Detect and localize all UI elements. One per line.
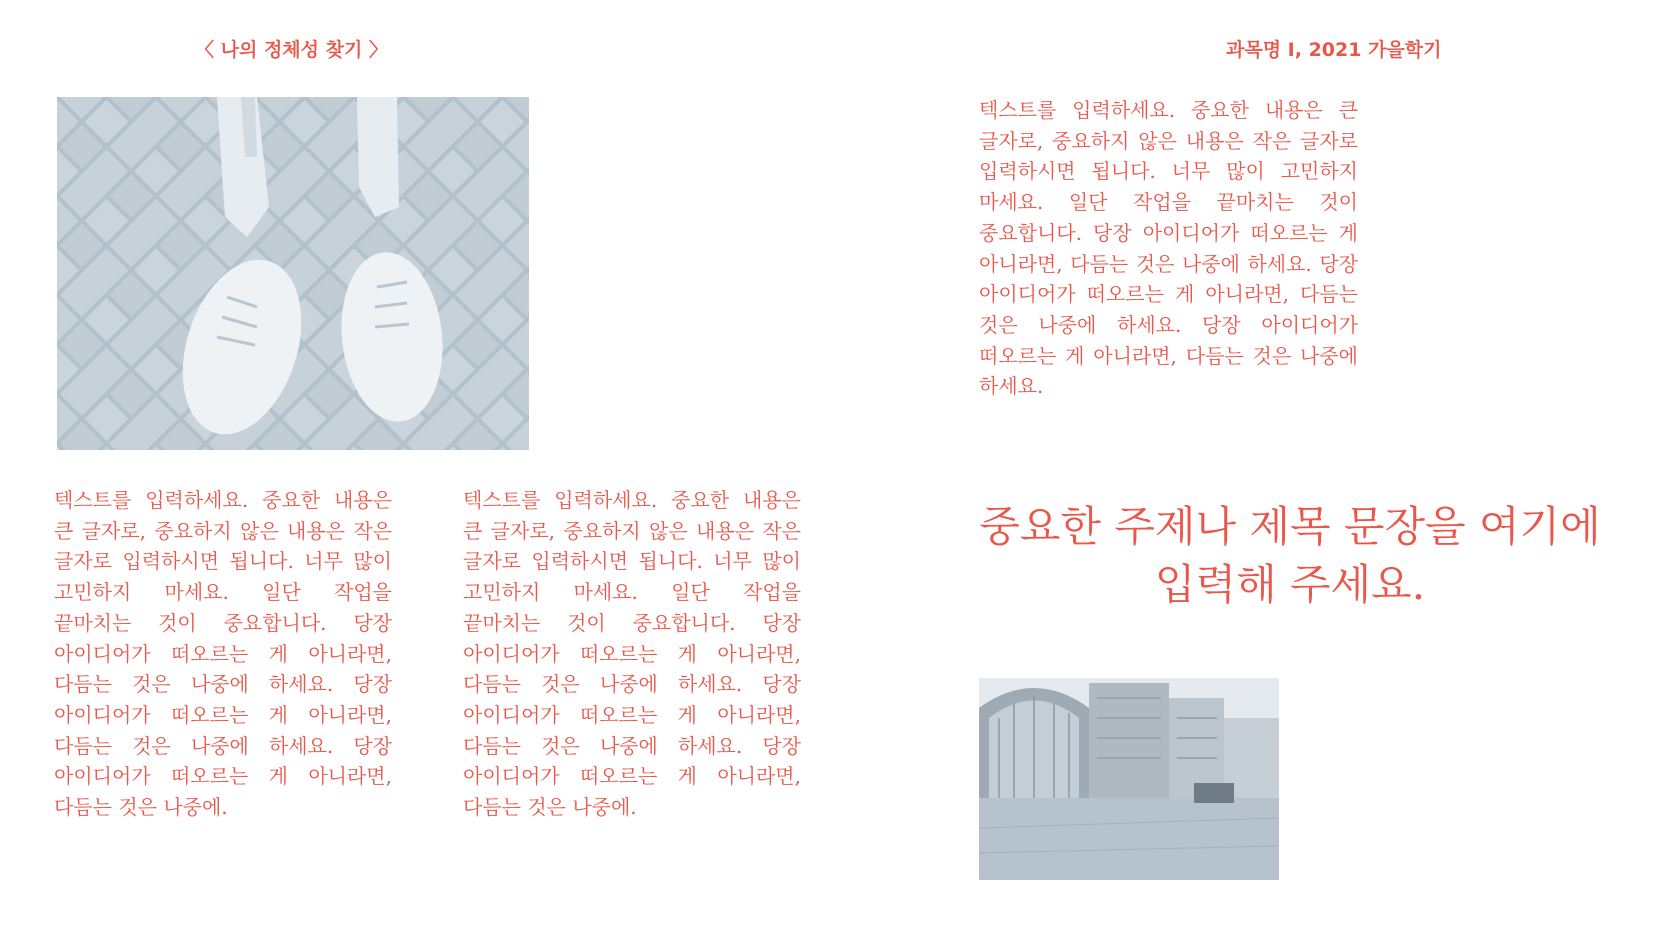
- text-column-middle: 텍스트를 입력하세요. 중요한 내용은 큰 글자로, 중요하지 않은 내용은 작은 글자로 입력하시면 됩니다. 너무 많이 고민하지 마세요. 일단 작업을 끝마치는 것이 중요합니다. 당장 아이디어가 떠오르는 게 아니라면, 다듬는 것은 나중에 하세요. 당장 아이디어가 떠오르는 게 아니라면, 다듬는 것은 나중에 하세요. 당장 아이디어가 떠오르는 게 아니라면, 다듬는 것은 나중에.: [463, 488, 801, 820]
- page-header-right: 과목명 I, 2021 가을학기: [1226, 39, 1442, 61]
- page-header-left: 〈 나의 정체성 찾기 〉: [195, 39, 388, 61]
- headline: 중요한 주제나 제목 문장을 여기에 입력해 주세요.: [979, 502, 1601, 609]
- building-photo: [979, 678, 1279, 880]
- text-column-left: 텍스트를 입력하세요. 중요한 내용은 큰 글자로, 중요하지 않은 내용은 작은 글자로 입력하시면 됩니다. 너무 많이 고민하지 마세요. 일단 작업을 끝마치는 것이 중요합니다. 당장 아이디어가 떠오르는 게 아니라면, 다듬는 것은 나중에 하세요. 당장 아이디어가 떠오르는 게 아니라면, 다듬는 것은 나중에 하세요. 당장 아이디어가 떠오르는 게 아니라면, 다듬는 것은 나중에.: [54, 488, 392, 820]
- sneakers-photo: [57, 97, 529, 450]
- building-photo-image: [979, 678, 1279, 880]
- text-column-right: 텍스트를 입력하세요. 중요한 내용은 큰 글자로, 중요하지 않은 내용은 작은 글자로 입력하시면 됩니다. 너무 많이 고민하지 마세요. 일단 작업을 끝마치는 것이 중요합니다. 당장 아이디어가 떠오르는 게 아니라면, 다듬는 것은 나중에 하세요. 당장 아이디어가 떠오르는 게 아니라면, 다듬는 것은 나중에 하세요. 당장 아이디어가 떠오르는 게 아니라면, 다듬는 것은 나중에 하세요.: [979, 98, 1358, 399]
- sneakers-photo-image: [57, 97, 529, 450]
